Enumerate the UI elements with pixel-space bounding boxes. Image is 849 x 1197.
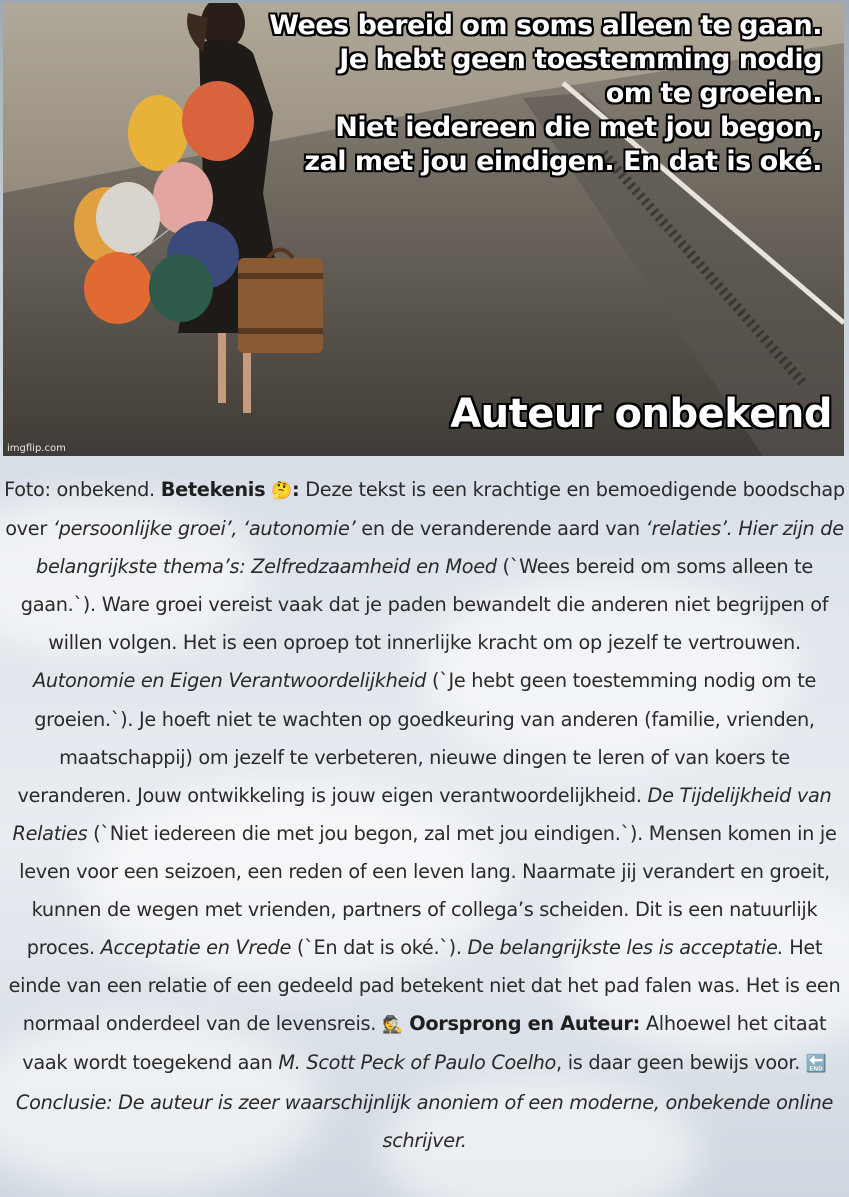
text-span: en de veranderende aard van xyxy=(355,517,646,541)
text-span: Deze tekst is een krachtige en bemoedigende boodschap over xyxy=(5,478,845,541)
author-caption: Auteur onbekend xyxy=(450,391,832,437)
quote-line: Niet iedereen die met jou begon, xyxy=(335,112,822,143)
text-span-italic: Acceptatie en Vrede xyxy=(100,936,292,960)
meaning-heading: Betekenis xyxy=(160,478,266,501)
text-span-italic: M. Scott Peck of Paulo Coelho xyxy=(278,1051,557,1075)
text-span: Alhoewel het citaat vaak wordt toegekend aan xyxy=(22,1012,827,1075)
quote-text xyxy=(269,9,822,179)
text-span-italic: Autonomie en Eigen Verantwoordelijkheid xyxy=(32,669,427,693)
text-span-italic: ‘relaties’. Hier zijn de belangrijkste thema’s: Zelfredzaamheid en Moed xyxy=(36,517,844,579)
quote-line: zal met jou eindigen. En dat is oké. xyxy=(304,146,822,177)
quote-line: om te groeien. xyxy=(605,78,822,109)
text-span: : xyxy=(291,478,300,501)
text-span-italic: ‘persoonlijke groei’, ‘autonomie’ xyxy=(52,517,356,541)
text-span: , is daar geen bewijs voor. xyxy=(556,1051,806,1075)
text-span: Foto: onbekend. xyxy=(4,478,161,501)
quote-line: Je hebt geen toestemming nodig xyxy=(339,44,822,75)
text-span: (`En dat is oké.`). xyxy=(291,936,468,960)
quote-line: Wees bereid om soms alleen te gaan. xyxy=(269,10,822,41)
thinking-face-icon: 🤔 xyxy=(271,481,292,501)
text-span-italic: De belangrijkste les is acceptatie. xyxy=(467,936,784,960)
imgflip-watermark: imgflip.com xyxy=(7,443,66,454)
text-span: (`Je hebt geen toestemming nodig om te groeien.`). Je hoeft niet te wachten op goedkeuring van anderen (familie, vrienden, maatschappij) om jezelf te verbeteren, nieuwe dingen te leren of van koers te veranderen. Jouw ontwikkeling is jouw eigen verantwoordelijkheid. xyxy=(17,669,817,807)
end-arrow-icon: 🔚 xyxy=(805,1054,827,1075)
text-span: Het einde van een relatie of een gedeeld pad betekent niet dat het pad falen was. Het is een normaal onderdeel van de levensreis. xyxy=(8,936,841,1036)
detective-icon: 🕵️ xyxy=(381,1015,403,1036)
conclusion-text: Conclusie: De auteur is zeer waarschijnlijk anoniem of een moderne, onbekende online schrijver. xyxy=(15,1090,834,1152)
text-span: (`Niet iedereen die met jou begon, zal met jou eindigen.`). Mensen komen in je leven voor een seizoen, een reden of een leven lang. Naarmate jij verandert en groeit, kunnen de wegen met vrienden, partners of collega’s scheiden. Dit is een natuurlijk proces. xyxy=(19,821,837,960)
text-span: (`Wees bereid om soms alleen te gaan.`). Ware groei vereist vaak dat je paden bewandelt die anderen niet begrijpen of willen volgen. Het is een oproep tot innerlijke kracht om op jezelf te vertrouwen. xyxy=(20,555,829,655)
origin-heading: Oorsprong en Auteur: xyxy=(402,1012,641,1036)
article-text xyxy=(2,471,847,1160)
quote-photo xyxy=(3,3,844,456)
text-span-italic: De Tijdelijkheid van Relaties xyxy=(12,783,832,845)
